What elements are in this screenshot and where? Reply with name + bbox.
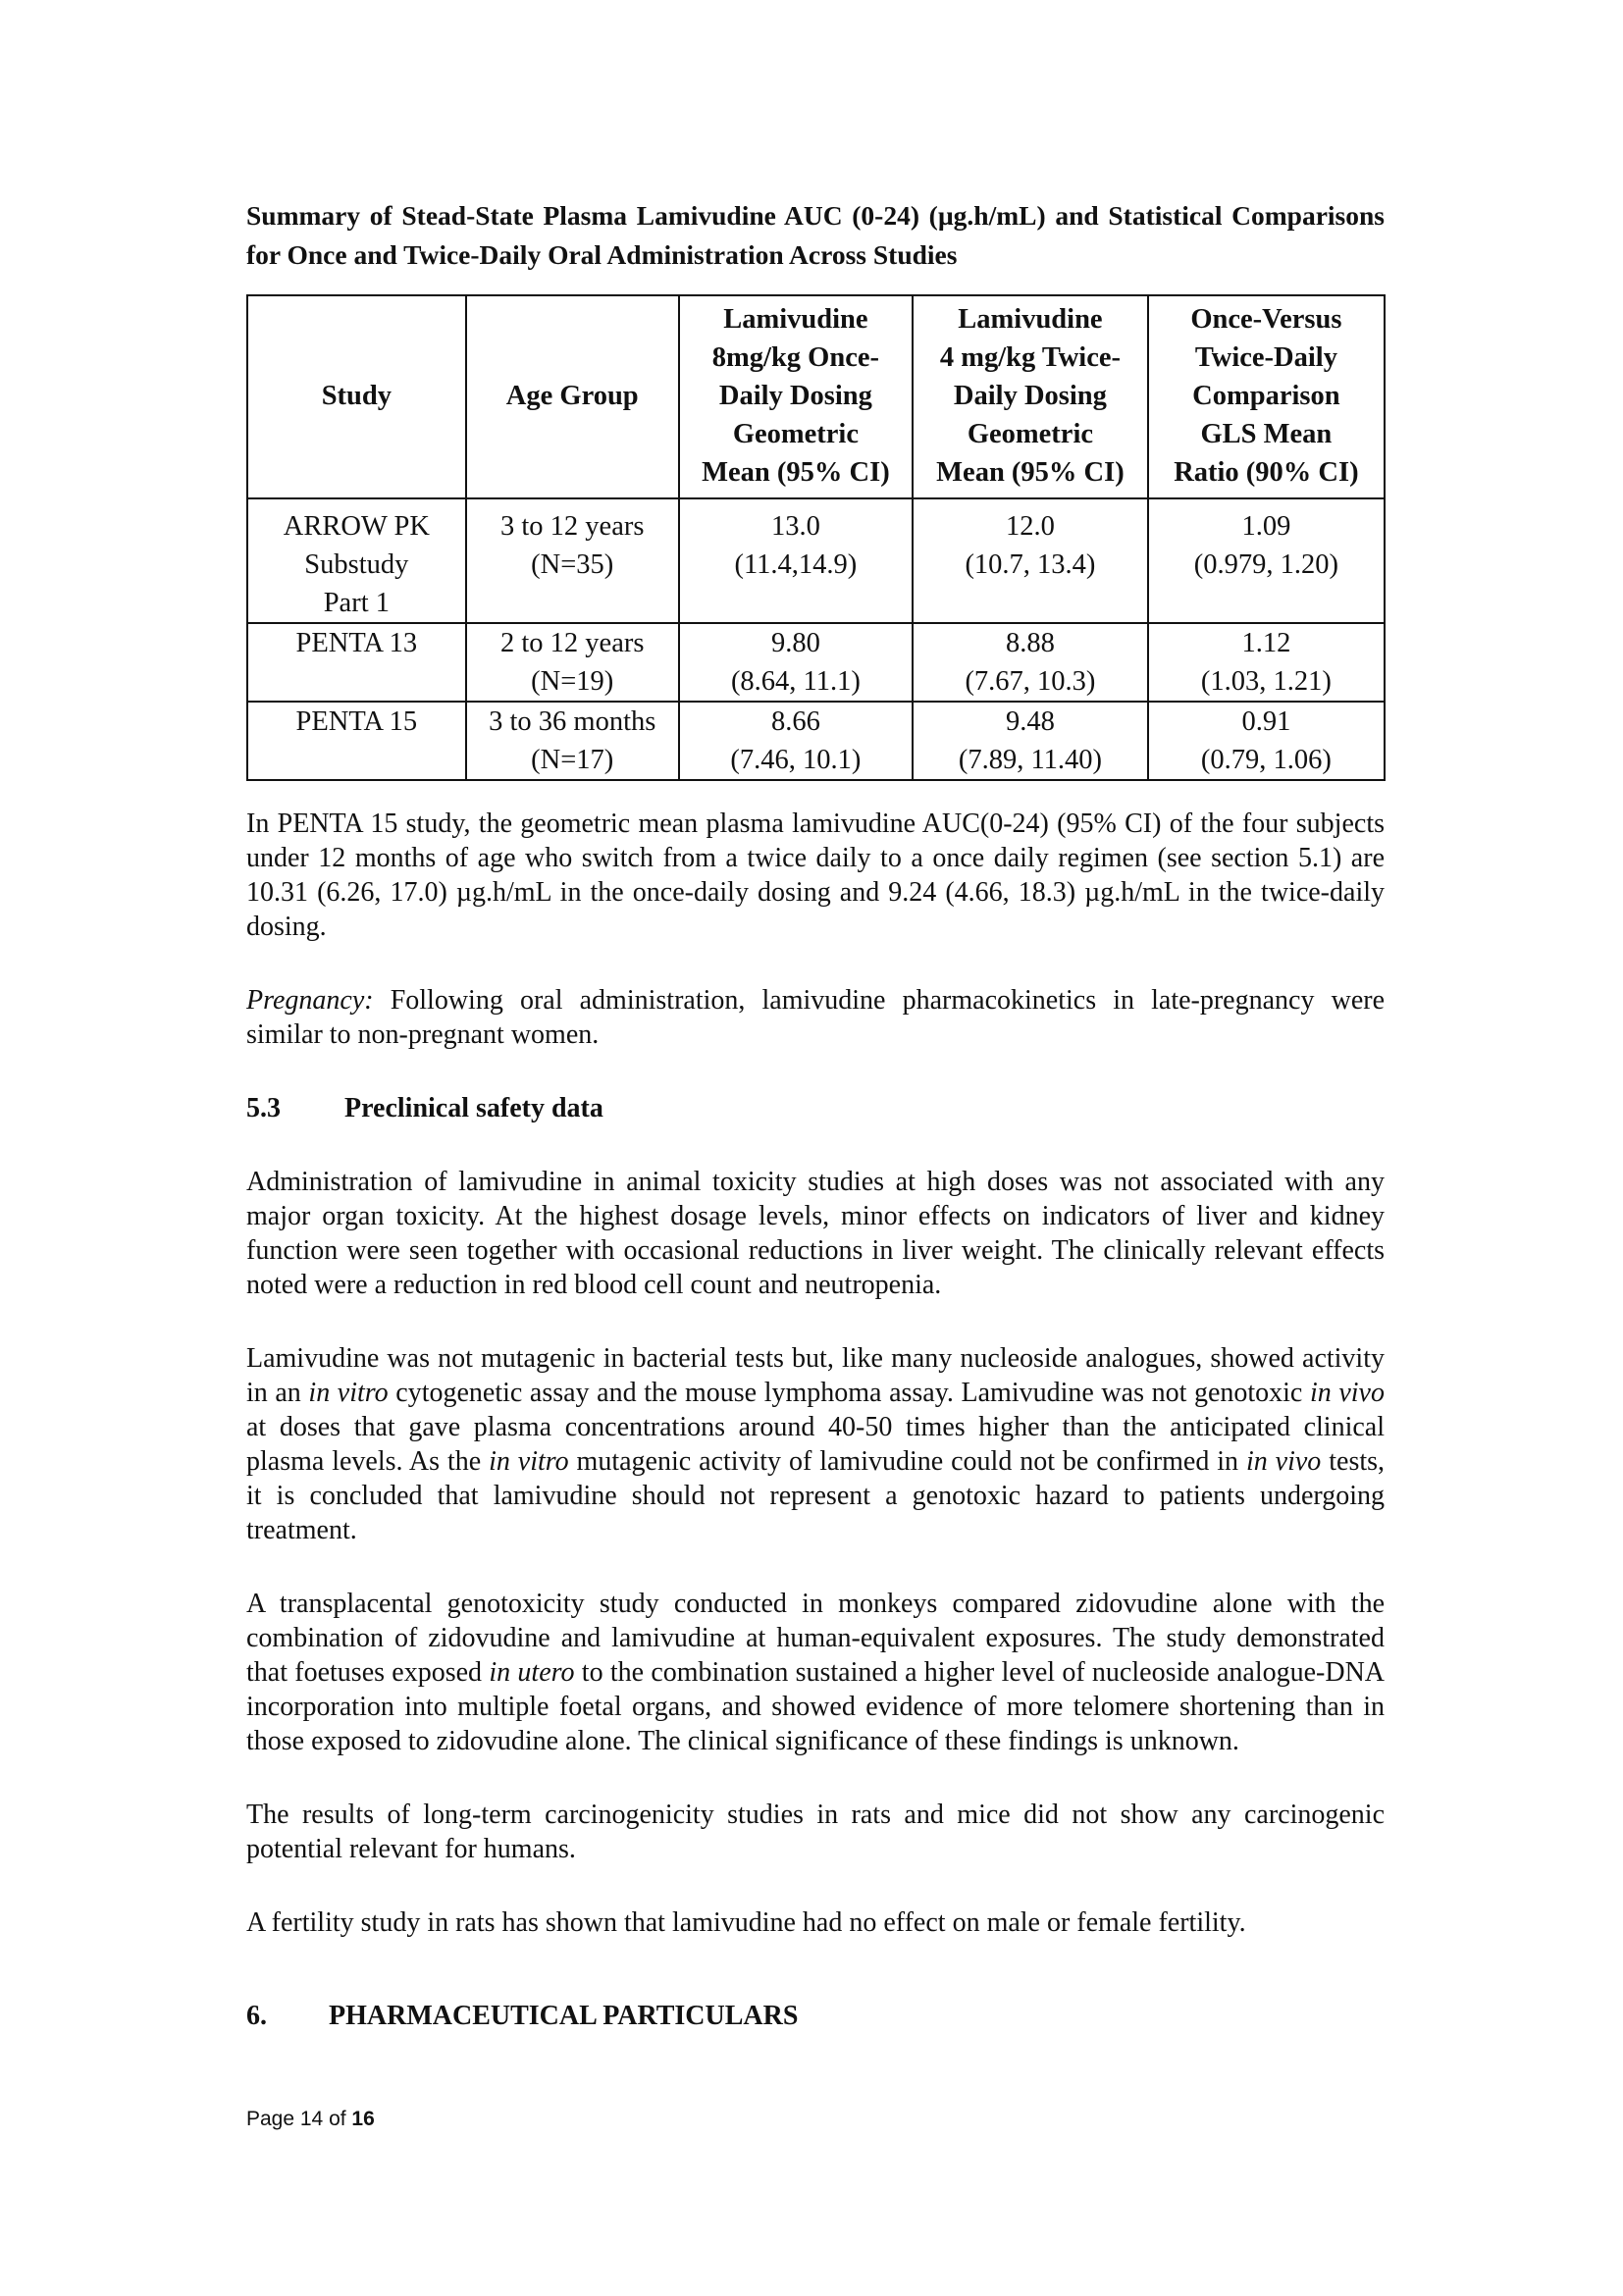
header-study: Study	[247, 295, 466, 498]
table-header-row	[247, 295, 1385, 498]
cell-twice-daily: 12.0 (10.7, 13.4)	[913, 498, 1148, 623]
page-footer	[246, 2108, 375, 2131]
fertility-paragraph: A fertility study in rats has shown that lamivudine had no effect on male or female fertility.	[246, 1907, 1246, 1938]
cell-age-group: 3 to 36 months (N=17)	[466, 702, 679, 780]
mutagenicity-paragraph: Lamivudine was not mutagenic in bacterial tests but, like many nucleoside analogues, showed activity in an in vitro cytogenetic assay and the mouse lymphoma assay. Lamivudine was not genotoxic in vivo at doses that gave plasma concentrations around 40-50 times higher than the anticipated clinical plasma levels. As the in vitro mutagenic activity of lamivudine could not be confirmed in in vivo tests, it is concluded that lamivudine should not represent a genotoxic hazard to patients undergoing treatment.	[246, 1343, 1386, 1545]
cell-age-group: 3 to 12 years (N=35)	[466, 498, 679, 623]
transplacental-paragraph: A transplacental genotoxicity study conducted in monkeys compared zidovudine alone with the combination of zidovudine and lamivudine at human-equivalent exposures. The study demonstrated that foetuses exposed in utero to the combination sustained a higher level of nucleoside analogue-DNA incorporation into multiple foetal organs, and showed evidence of more telomere shortening than in those exposed to zidovudine alone. The clinical significance of these findings is unknown.	[246, 1589, 1386, 1756]
header-twice-daily: Lamivudine 4 mg/kg Twice- Daily Dosing Geometric Mean (95% CI)	[913, 295, 1148, 498]
header-ratio: Once-Versus Twice-Daily Comparison GLS Mean Ratio (90% CI)	[1148, 295, 1385, 498]
table-row	[247, 702, 1385, 780]
cell-study: PENTA 13	[247, 623, 466, 702]
section-number: 6.	[246, 2001, 267, 2031]
cell-once-daily: 13.0 (11.4,14.9)	[679, 498, 913, 623]
page-number-prefix: Page 14 of	[246, 2108, 352, 2130]
pregnancy-paragraph	[246, 983, 1385, 1052]
table-row	[247, 498, 1385, 623]
section-title: Preclinical safety data	[344, 1093, 603, 1123]
table-caption: Summary of Stead-State Plasma Lamivudine AUC (0-24) (µg.h/mL) and Statistical Comparisons for Once and Twice-Daily Oral Administration Across Studies	[246, 200, 1385, 270]
penta15-paragraph: In PENTA 15 study, the geometric mean plasma lamivudine AUC(0-24) (95% CI) of the four subjects under 12 months of age who switch from a twice daily to a once daily regimen (see section 5.1) are 10.31 (6.26, 17.0) µg.h/mL in the once-daily dosing and 9.24 (4.66, 18.3) µg.h/mL in the twice-daily dosing.	[246, 809, 1385, 942]
header-once-daily: Lamivudine 8mg/kg Once- Daily Dosing Geometric Mean (95% CI)	[679, 295, 913, 498]
section-title: PHARMACEUTICAL PARTICULARS	[329, 2001, 799, 2031]
cell-twice-daily: 8.88 (7.67, 10.3)	[913, 623, 1148, 702]
cell-ratio: 1.09 (0.979, 1.20)	[1148, 498, 1385, 623]
document-page	[246, 196, 1385, 2033]
section-5-3-heading	[246, 1091, 1385, 1125]
cell-once-daily: 9.80 (8.64, 11.1)	[679, 623, 913, 702]
section-number: 5.3	[246, 1093, 281, 1123]
pk-summary-table	[246, 294, 1386, 781]
header-age-group: Age Group	[466, 295, 679, 498]
section-6-heading	[246, 1999, 1385, 2033]
cell-age-group: 2 to 12 years (N=19)	[466, 623, 679, 702]
table-row	[247, 623, 1385, 702]
pregnancy-label: Pregnancy:	[246, 985, 374, 1016]
cell-twice-daily: 9.48 (7.89, 11.40)	[913, 702, 1148, 780]
cell-study: ARROW PK Substudy Part 1	[247, 498, 466, 623]
toxicity-paragraph: Administration of lamivudine in animal toxicity studies at high doses was not associated with any major organ toxicity. At the highest dosage levels, minor effects on indicators of liver and kidney function were seen together with occasional reductions in liver weight. The clinically relevant effects noted were a reduction in red blood cell count and neutropenia.	[246, 1167, 1385, 1300]
cell-study: PENTA 15	[247, 702, 466, 780]
pregnancy-text: Following oral administration, lamivudine pharmacokinetics in late-pregnancy were similar to non-pregnant women.	[246, 985, 1385, 1050]
cell-ratio: 1.12 (1.03, 1.21)	[1148, 623, 1385, 702]
carcinogenicity-paragraph: The results of long-term carcinogenicity studies in rats and mice did not show any carcinogenic potential relevant for humans.	[246, 1800, 1385, 1864]
cell-once-daily: 8.66 (7.46, 10.1)	[679, 702, 913, 780]
page-total: 16	[351, 2108, 375, 2130]
cell-ratio: 0.91 (0.79, 1.06)	[1148, 702, 1385, 780]
